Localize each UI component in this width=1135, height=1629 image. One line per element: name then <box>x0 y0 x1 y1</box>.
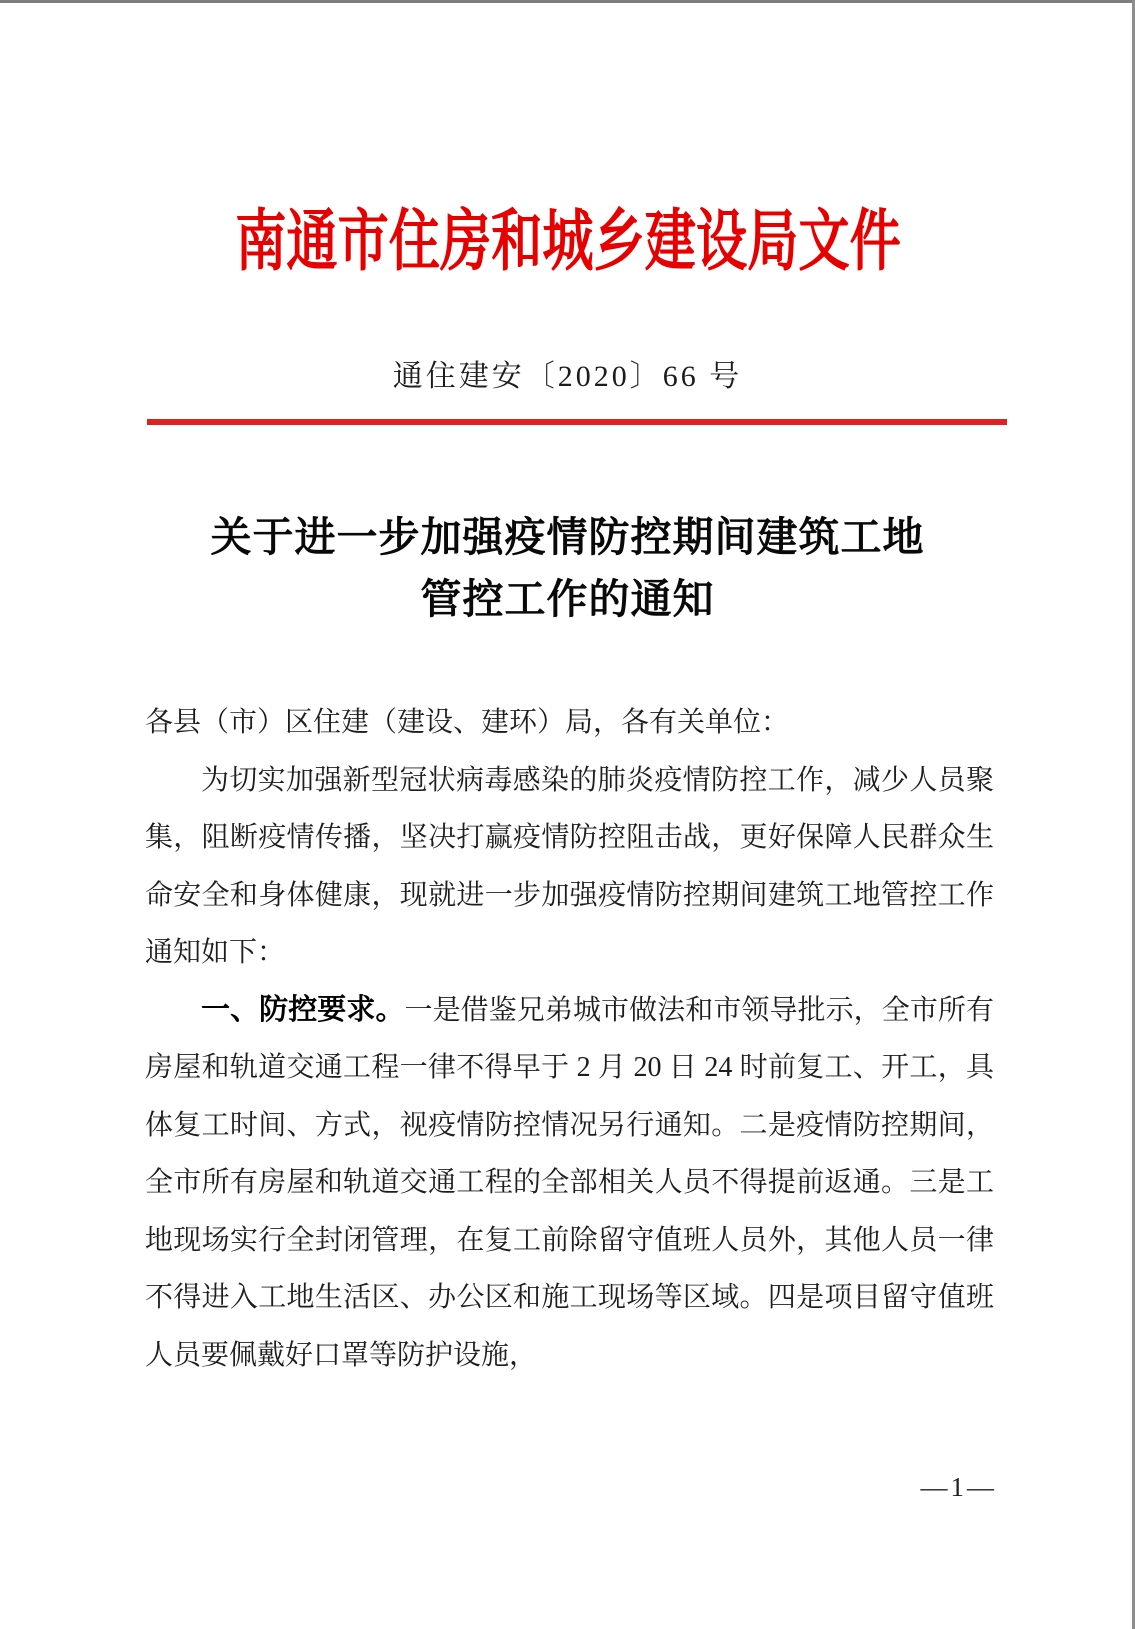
letterhead-divider-line <box>147 419 1007 425</box>
section-1-text: 一是借鉴兄弟城市做法和市领导批示，全市所有房屋和轨道交通工程一律不得早于 2 月 20 日 24 时前复工、开工，具体复工时间、方式，视疫情防控情况另行通知。二是疫情防控期间，全市所有房屋和轨道交通工程的全部相关人员不得提前返通。三是工地现场实行全封闭管理，在复工前除留守值班人员外，其他人员一律不得进入工地生活区、办公区和施工现场等区域。四是项目留守值班人员要佩戴好口罩等防护设施， <box>145 994 994 1371</box>
salutation-line: 各县（市）区住建（建设、建环）局，各有关单位： <box>145 707 790 738</box>
document-body <box>145 694 994 1384</box>
document-title-line2: 管控工作的通知 <box>420 576 715 622</box>
letterhead-agency-title <box>0 200 1135 284</box>
page-number: —1— <box>920 1472 997 1502</box>
scan-artifact-top-edge <box>0 0 1135 3</box>
body-paragraph-2 <box>145 982 994 1385</box>
body-paragraph-1: 为切实加强新型冠状病毒感染的肺炎疫情防控工作，减少人员聚集，阻断疫情传播，坚决打赢疫情防控阻击战，更好保障人民群众生命安全和身体健康，现就进一步加强疫情防控期间建筑工地管控工作通知如下： <box>145 764 994 968</box>
document-number: 通住建安〔2020〕66 号 <box>392 360 743 393</box>
letterhead-agency-title-text: 南通市住房和城乡建设局文件 <box>234 204 901 279</box>
document-title-line1: 关于进一步加强疫情防控期间建筑工地 <box>210 514 925 560</box>
section-1-heading: 一、防控要求。 <box>201 993 405 1026</box>
document-title <box>0 506 1135 630</box>
